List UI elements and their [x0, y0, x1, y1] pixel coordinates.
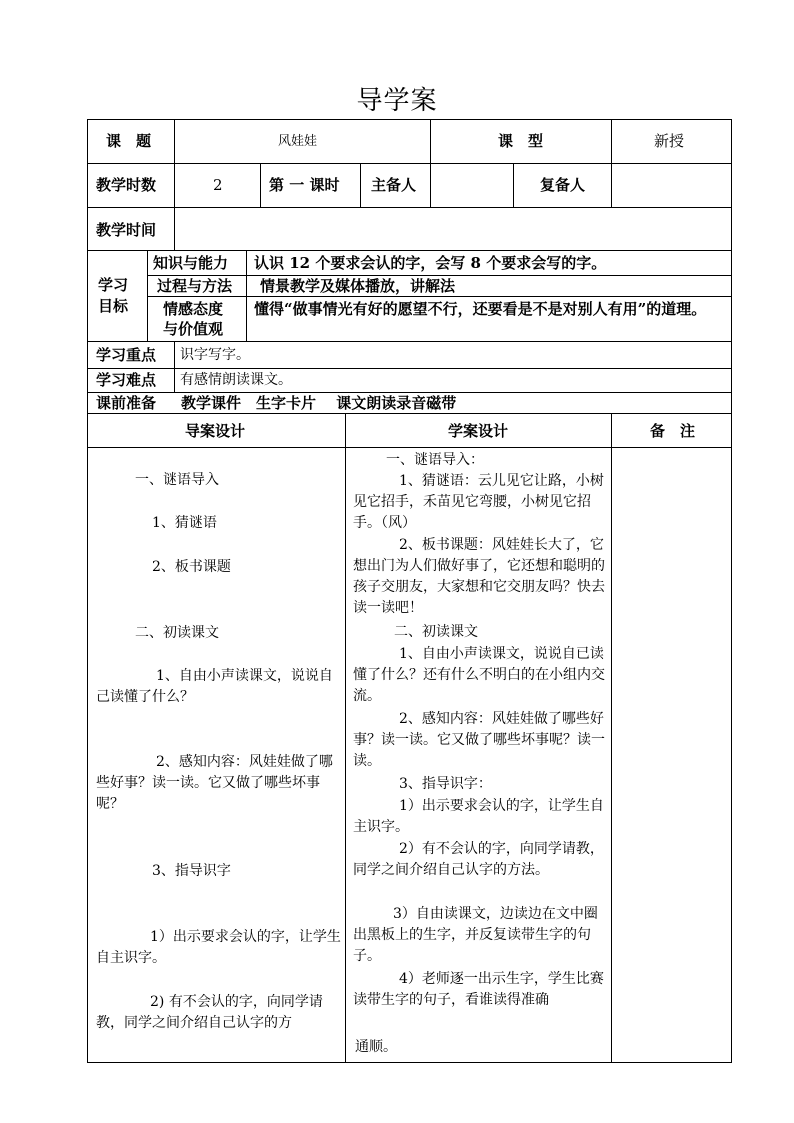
focus-text: 识字写字。 — [180, 347, 250, 363]
prep-text: 教学课件 生字卡片 课文朗读录音磁带 — [181, 394, 457, 412]
table-rule — [87, 368, 732, 369]
goal-process-text: 情景教学及媒体播放，讲解法 — [260, 277, 456, 295]
time-label: 教学时间 — [96, 221, 157, 239]
table-rule — [513, 163, 514, 207]
hours-value: 2 — [213, 176, 223, 194]
table-border-right — [731, 119, 732, 1063]
table-rule — [87, 447, 732, 448]
column-study-header: 学案设计 — [448, 422, 509, 440]
study-paragraph: 2、感知内容：风娃娃做了哪些好事？读一读。它又做了哪些坏事呢？读一读。 — [353, 711, 605, 769]
table-border-bottom — [87, 1062, 732, 1063]
table-rule — [87, 341, 732, 342]
table-rule — [147, 250, 148, 341]
table-rule — [611, 119, 612, 207]
guide-paragraph: 二、初读课文 — [135, 625, 219, 641]
difficulty-text: 有感情朗读课文。 — [180, 372, 292, 388]
goal-attitude-name-line1: 情感态度 — [163, 300, 224, 318]
table-rule — [345, 413, 346, 1063]
guide-paragraph: 2、感知内容：风娃娃做了哪些好事？读一读。它又做了哪些坏事呢？ — [96, 754, 333, 812]
table-rule — [87, 392, 732, 393]
table-rule — [87, 163, 732, 164]
difficulty-label: 学习难点 — [96, 371, 157, 389]
focus-label: 学习重点 — [96, 346, 157, 364]
study-paragraph: 2、板书课题：风娃娃长大了，它想出门为人们做好事了，它还想和聪明的孩子交朋友，大家想和它交朋友吗？快去读一读吧！ — [353, 537, 605, 616]
table-rule — [430, 119, 431, 207]
type-label: 课 型 — [498, 132, 544, 150]
page-title: 导学案 — [356, 86, 438, 116]
period-value: 第 一 课时 — [269, 176, 340, 194]
goals-label-line1: 学习 — [98, 276, 129, 294]
goal-attitude-text: 懂得“做事情光有好的愿望不行，还要看是不是对别人有用”的道理。 — [254, 300, 707, 318]
table-rule — [147, 275, 732, 276]
study-paragraph: 3、指导识字： — [399, 776, 492, 792]
table-border-top — [87, 119, 732, 120]
type-value: 新授 — [654, 132, 685, 150]
column-guide-header: 导案设计 — [185, 422, 246, 440]
table-rule — [87, 207, 732, 208]
table-rule — [87, 413, 732, 414]
topic-value: 风娃娃 — [278, 134, 318, 149]
guide-paragraph: 2、板书课题 — [152, 559, 231, 575]
study-paragraph: 3）自由读课文，边读边在文中圈出黑板上的生字，并反复读带生字的句子。 — [353, 906, 598, 964]
lead-label: 主备人 — [371, 176, 417, 194]
column-notes-header: 备 注 — [650, 422, 696, 440]
table-rule — [87, 250, 732, 251]
goals-label-line2: 目标 — [98, 297, 129, 315]
guide-paragraph: 2) 有不会认的字，向同学请教，同学之间介绍自己认字的方 — [96, 994, 323, 1031]
co-label: 复备人 — [540, 176, 586, 194]
guide-paragraph: 1）出示要求会认的字，让学生自主识字。 — [96, 929, 341, 966]
study-paragraph: 一、谜语导入： — [386, 452, 484, 468]
study-paragraph: 1、猜谜语：云儿见它让路，小树见它招手，禾苗见它弯腰，小树见它招手。（风） — [353, 473, 604, 531]
guide-paragraph: 3、指导识字 — [152, 863, 231, 879]
study-paragraph: 通顺。 — [355, 1039, 397, 1055]
study-paragraph: 2）有不会认的字，向同学请教，同学之间介绍自己认字的方法。 — [353, 841, 604, 878]
goal-knowledge-text: 认识 12 个要求会认的字，会写 8 个要求会写的字。 — [254, 254, 607, 272]
guide-paragraph: 1、自由小声读课文，说说自己读懂了什么？ — [96, 668, 333, 705]
table-rule — [147, 296, 732, 297]
table-rule — [611, 413, 612, 1063]
table-rule — [174, 341, 175, 392]
study-paragraph: 1）出示要求会认的字，让学生自主识字。 — [353, 798, 604, 835]
goal-knowledge-name: 知识与能力 — [153, 254, 229, 272]
goal-attitude-name-line2: 与价值观 — [163, 320, 224, 338]
table-rule — [260, 163, 261, 207]
table-rule — [174, 119, 175, 250]
table-rule — [360, 163, 361, 207]
guide-paragraph: 1、猜谜语 — [152, 515, 217, 531]
table-border-left — [87, 119, 88, 1063]
table-rule — [246, 250, 247, 341]
hours-label: 教学时数 — [96, 176, 157, 194]
guide-paragraph: 一、谜语导入 — [135, 472, 219, 488]
study-paragraph: 4）老师逐一出示生字，学生比赛读带生字的句子，看谁读得准确 — [353, 971, 604, 1008]
topic-label: 课 题 — [106, 132, 152, 150]
study-paragraph: 二、初读课文 — [394, 624, 478, 640]
prep-label: 课前准备 — [96, 394, 157, 412]
study-paragraph: 1、自由小声读课文，说说自已读懂了什么？还有什么不明白的在小组内交流。 — [353, 646, 605, 704]
goal-process-name: 过程与方法 — [157, 277, 233, 295]
